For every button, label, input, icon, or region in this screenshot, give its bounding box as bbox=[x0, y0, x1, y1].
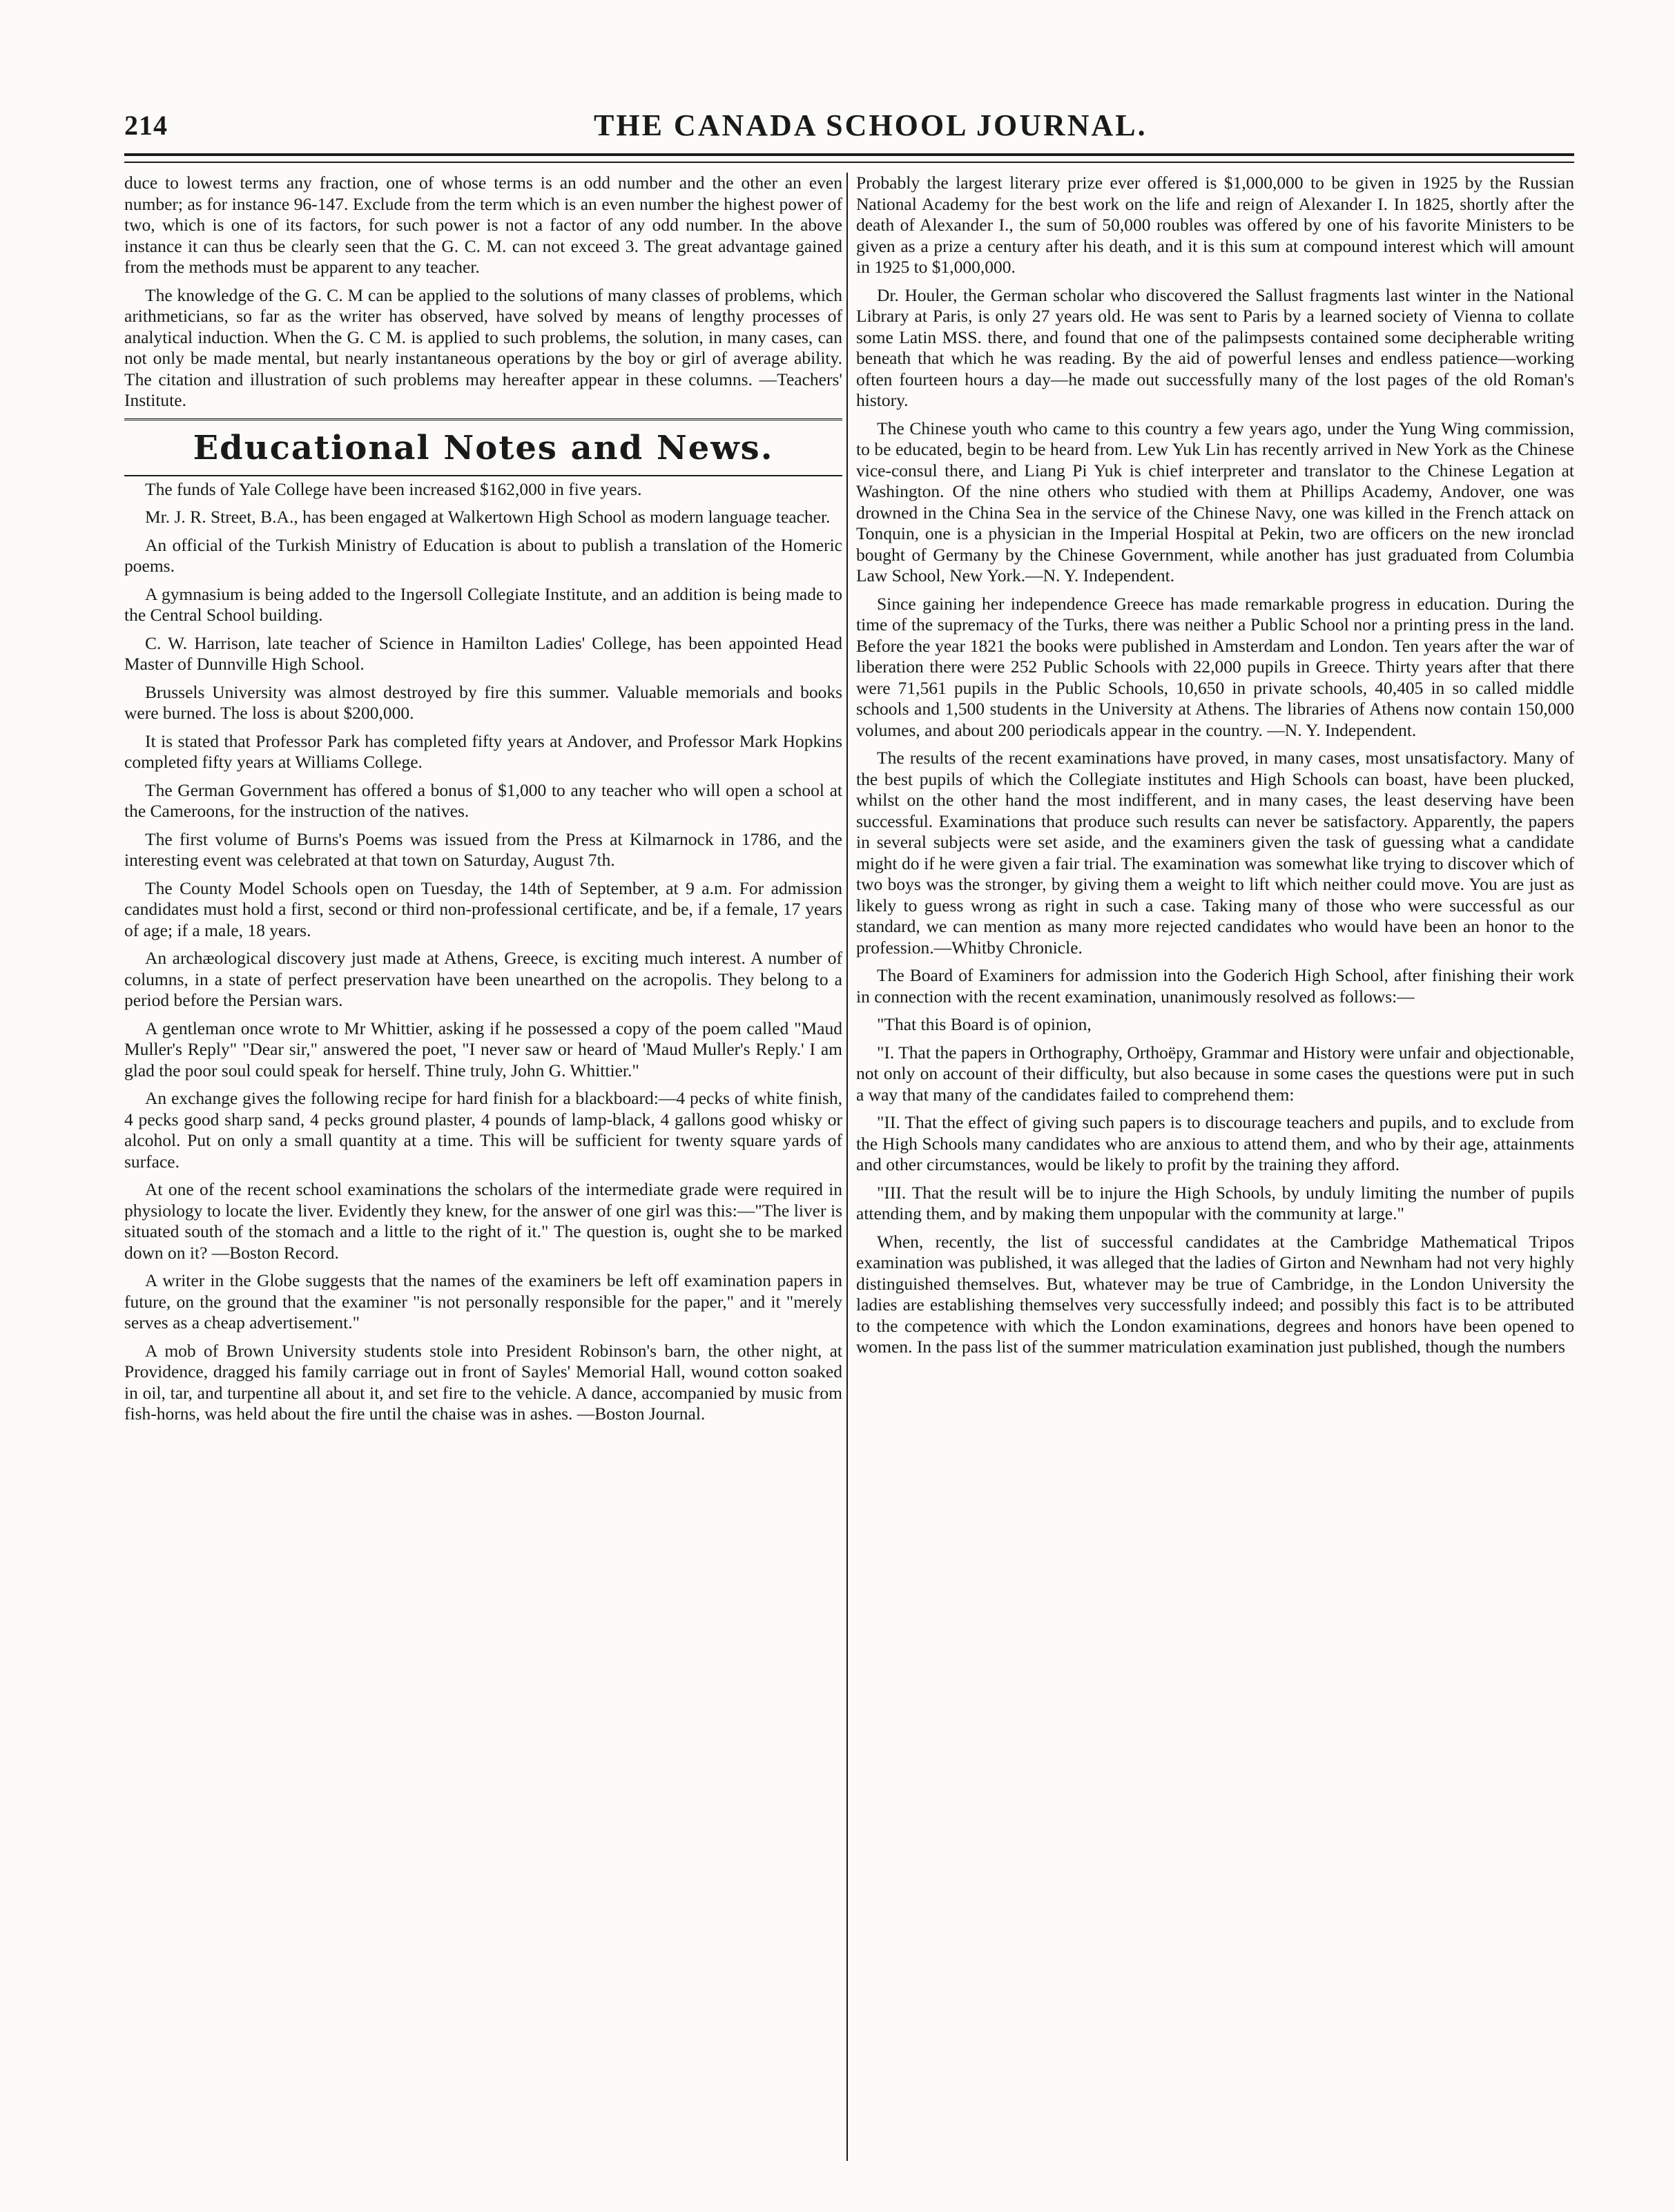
news-item: The German Government has offered a bonus of $1,000 to any teacher who will open a school at the Cameroons, for the instruction of the natives. bbox=[124, 779, 842, 821]
news-item: An archæological discovery just made at Athens, Greece, is exciting much interest. A number of columns, in a state of perfect preservation have been unearthed on the acropolis. They belong to a period before the Persian wars. bbox=[124, 948, 842, 1010]
resolution-item: "III. That the result will be to injure the High Schools, by unduly limiting the number of pupils attending them, and by making them unpopular with the community at large." bbox=[856, 1182, 1574, 1223]
news-item: The results of the recent examinations have proved, in many cases, most unsatisfactory. Many of the best pupils of which the Collegiate institutes and High Schools can boast, have been plucked, whilst on the other hand the most indifferent, and in many cases, the least deserving have been successful. Examinations that produce such results can never be satisfactory. Apparently, the papers in several subjects were set aside, and the examiners given the task of guessing what a candidate might do if he were given a fair trial. The examination was somewhat like trying to discover which of two boys was the stronger, by giving them a weight to lift which neither could move. You are just as likely to guess wrong as right in such a case. Taking many of those who were successful as our standard, we can mention as many more rejected candidates who would have been an honor to the profession.—Whitby Chronicle. bbox=[856, 748, 1574, 958]
news-item: A gymnasium is being added to the Ingersoll Collegiate Institute, and an addition is being made to the Central School building. bbox=[124, 583, 842, 625]
news-item: A gentleman once wrote to Mr Whittier, asking if he possessed a copy of the poem called "Maud Muller's Reply" "Dear sir," answered the poet, "I never saw or heard of 'Maud Muller's Reply.' I am glad the poor soul could speak for herself. Thine truly, John G. Whittier." bbox=[124, 1018, 842, 1080]
news-item: An official of the Turkish Ministry of Education is about to publish a translation of the Homeric poems. bbox=[124, 534, 842, 576]
header-rule bbox=[124, 153, 1574, 156]
news-item: Since gaining her independence Greece has made remarkable progress in education. During the time of the supremacy of the Turks, there was neither a Public School nor a printing press in the land. Before the year 1821 the books were published in Amsterdam and London. Ten years after the war of liberation there were 252 Public Schools with 22,000 pupils in Greece. Thirty years after that there were 71,561 pupils in the Public Schools, 10,650 in private schools, 40,405 in so called middle schools and 1,500 students in the University at Athens. The libraries of Athens now contain 150,000 volumes, and about 200 periodicals appear in the country. —N. Y. Independent. bbox=[856, 593, 1574, 740]
news-item: C. W. Harrison, late teacher of Science in Hamilton Ladies' College, has been appointed Head Master of Dunnville High School. bbox=[124, 632, 842, 674]
page-number: 214 bbox=[124, 110, 168, 141]
news-item: The funds of Yale College have been increased $162,000 in five years. bbox=[145, 478, 642, 499]
journal-title: THE CANADA SCHOOL JOURNAL. bbox=[594, 108, 1148, 142]
news-item: A mob of Brown University students stole into President Robinson's barn, the other night, at Providence, dragged his family carriage out in front of Sayles' Memorial Hall, wound cotton soaked in oil, tar, and turpentine all about it, and set fire to the vehicle. A dance, accompanied by music from fish-horns, was held about the fire until the chaise was in ashes. —Boston Journal. bbox=[124, 1340, 842, 1424]
news-item: Mr. J. R. Street, B.A., has been engaged at Walkertown High School as modern language teacher. bbox=[145, 507, 831, 527]
resolution-item: "That this Board is of opinion, bbox=[877, 1014, 1092, 1034]
news-item: The Chinese youth who came to this country a few years ago, under the Yung Wing commission, to be educated, begin to be heard from. Lew Yuk Lin has recently arrived in New York as the Chinese vice-consul there, and Liang Pi Yuk is chief interpreter and translator to the Chinese Legation at Washington. Of the nine others who studied with them at Phillips Academy, Andover, one was drowned in the China Sea in the service of the Chinese Navy, one was killed in the French attack on Tonquin, one is a physician in the Imperial Hospital at Pekin, two are officers on the new ironclad bought of Germany by the Chinese Government, while another has just graduated from Columbia Law School, New York.—N. Y. Independent. bbox=[856, 418, 1574, 585]
news-item: Dr. Houler, the German scholar who discovered the Sallust fragments last winter in the National Library at Paris, is only 27 years old. He was sent to Paris by a learned society of Vienna to collate some Latin MSS. there, and found that one of the palimpsests contained some decipherable writing beneath that which he was reading. By the aid of powerful lenses and endless patience—working often fourteen hours a day—he made out successfully many of the lost pages of the old Roman's history. bbox=[856, 284, 1574, 410]
news-item: Probably the largest literary prize ever offered is $1,000,000 to be given in 1925 by the Russian National Academy for the best work on the life and reign of Alexander I. In 1825, shortly after the death of Alexander I., the sum of 50,000 roubles was offered by one of his favorite Ministers to be given as a prize a century after his death, and it is this sum at compound interest which will amount in 1925 to $1,000,000. bbox=[856, 173, 1574, 277]
news-item: A writer in the Globe suggests that the names of the examiners be left off examination papers in future, on the ground that the examiner "is not personally responsible for the paper," and it "merely serves as a cheap advertisement." bbox=[124, 1270, 842, 1332]
resolution-item: "I. That the papers in Orthography, Orthoëpy, Grammar and History were unfair and objectionable, not only on account of their difficulty, but also because in some cases the questions were put in such a way that many of the candidates failed to comprehend them: bbox=[856, 1042, 1575, 1105]
column-divider bbox=[846, 173, 848, 2161]
right-column bbox=[856, 173, 1574, 1365]
header-rule-thin bbox=[124, 162, 1574, 163]
left-column bbox=[124, 173, 842, 1432]
news-item: The Board of Examiners for admission into the Goderich High School, after finishing their work in connection with the recent examination, unanimously resolved as follows:— bbox=[856, 965, 1574, 1007]
news-item: When, recently, the list of successful candidates at the Cambridge Mathematical Tripos examination was published, it was alleged that the ladies of Girton and Newnham had not very highly distinguished themselves. But, whatever may be true of Cambridge, in the London University the ladies are establishing themselves very successfully indeed; and possibly this fact is to be attributed to the competence with which the London examinations, degrees and honors have been opened to women. In the pass list of the summer matriculation examination just published, though the numbers bbox=[856, 1231, 1574, 1357]
news-item: Brussels University was almost destroyed by fire this summer. Valuable memorials and books were burned. The loss is about $200,000. bbox=[124, 681, 842, 723]
news-item: It is stated that Professor Park has completed fifty years at Andover, and Professor Mark Hopkins completed fifty years at Williams College. bbox=[124, 730, 842, 772]
news-item: At one of the recent school examinations the scholars of the intermediate grade were required in physiology to locate the liver. Evidently they knew, for the answer of one girl was this:—"The liver is situated south of the stomach and a little to the right of it." The question is, ought she to be marked down on it? —Boston Record. bbox=[124, 1179, 842, 1263]
section-title: Educational Notes and News. bbox=[193, 428, 774, 467]
news-item: The first volume of Burns's Poems was issued from the Press at Kilmarnock in 1786, and the interesting event was celebrated at that town on Saturday, August 7th. bbox=[124, 828, 842, 870]
news-item: An exchange gives the following recipe for hard finish for a blackboard:—4 pecks of white finish, 4 pecks good sharp sand, 4 pecks ground plaster, 4 pounds of lamp-black, 4 gallons good whisky or alcohol. Put on only a small quantity at a time. This will be sufficient for twenty square yards of surface. bbox=[124, 1088, 842, 1172]
article-paragraph: duce to lowest terms any fraction, one of whose terms is an odd number and the other an even number; as for instance 96-147. Exclude from the term which is an even number the highest power of two, which is one of its factors, for such power is not a factor of any odd number. In the above instance it can thus be clearly seen that the G. C. M. can not exceed 3. The great advantage gained from the methods must be apparent to any teacher. bbox=[124, 173, 842, 277]
news-item: The County Model Schools open on Tuesday, the 14th of September, at 9 a.m. For admission candidates must hold a first, second or third non-professional certificate, and be, if a female, 17 years of age; if a male, 18 years. bbox=[124, 877, 842, 940]
resolution-item: "II. That the effect of giving such papers is to discourage teachers and pupils, and to exclude from the High Schools many candidates who are anxious to attend them, and who by their age, attainments and other circumstances, would be likely to profit by the training they afford. bbox=[856, 1112, 1574, 1174]
section-divider bbox=[124, 475, 842, 476]
section-divider bbox=[124, 418, 842, 423]
article-paragraph: The knowledge of the G. C. M can be applied to the solutions of many classes of problems, which arithmeticians, so far as the writer has observed, have solved by means of lengthy processes of analytical induction. When the G. C M. is applied to such problems, the solution, in many cases, can not only be made mental, but nearly instantaneous operations by the boy or girl of average ability. The citation and illustration of such problems may hereafter appear in these columns. —Teachers' Institute. bbox=[124, 284, 842, 410]
